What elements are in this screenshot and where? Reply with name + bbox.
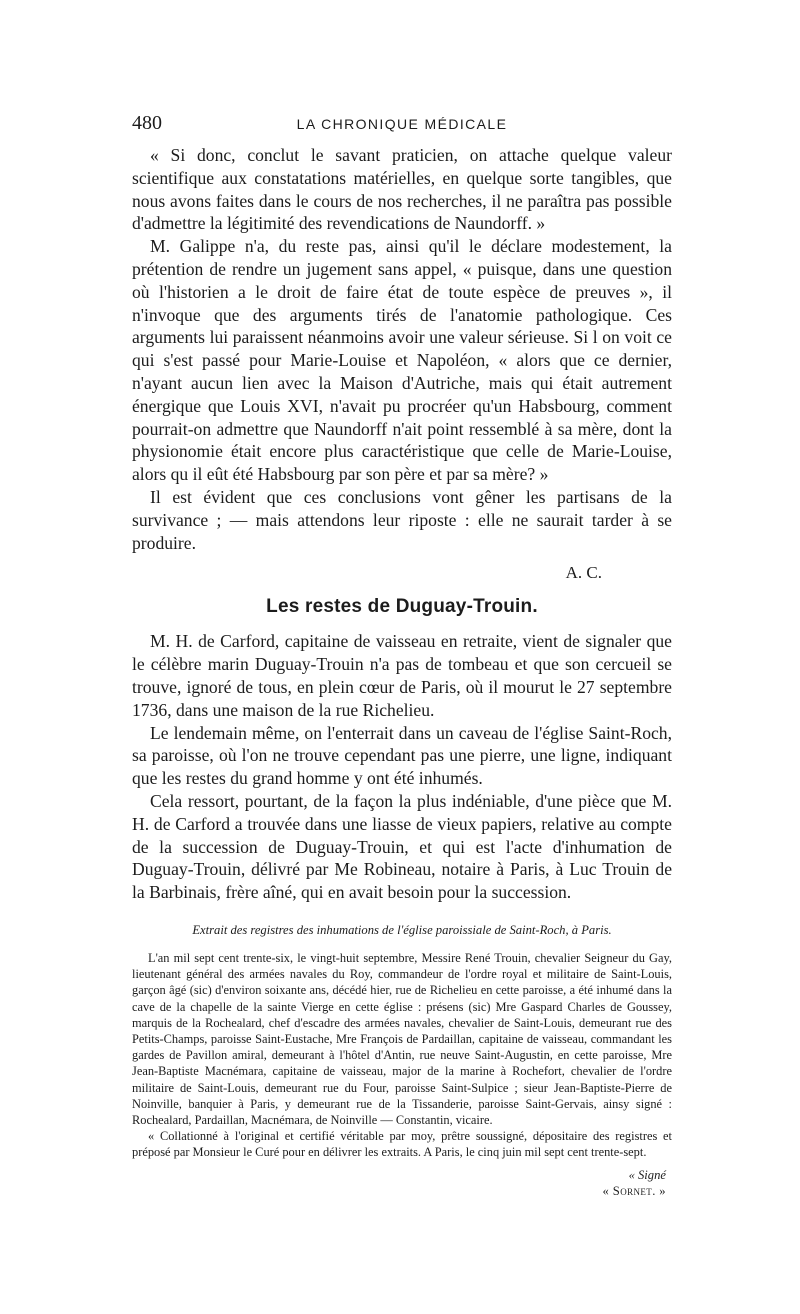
paragraph: M. Galippe n'a, du reste pas, ainsi qu'il le déclare modestement, la prétention de rendre un jugement sans appel, « puisque, dans une question où l'historien a le droit de faire état de toute espèce de preuves », il n'invoque que des arguments tirés de l'anatomie pathologique. Ces arguments lui paraissent néanmoins avoir une valeur sérieuse. Si l on voit ce qui s'est passé pour Marie-Louise et Napoléon, « alors que ce dernier, n'ayant aucun lien avec la Maison d'Autriche, mais qui était autrement énergique que Louis XVI, n'avait pu procréer qu'un Habsbourg, comment pourrait-on admettre que Naundorff n'ait point ressemblé à sa mère, dont la physionomie était encore plus caractéristique que celle de Marie-Louise, alors qu il eût été Habsbourg par son père et par sa mère? » [132, 236, 672, 485]
signature-block [132, 1167, 672, 1199]
page-number: 480 [132, 112, 162, 134]
article-naundorff [132, 144, 672, 584]
extract-caption: Extrait des registres des inhumations de l'église paroissiale de Saint-Roch, à Paris. [192, 922, 612, 937]
signature-name: « Sornet. » [602, 1183, 666, 1198]
burial-record-extract [132, 950, 672, 1161]
paragraph: Le lendemain même, on l'enterrait dans un caveau de l'église Saint-Roch, sa paroisse, où l'on ne trouve cependant pas une pierre, une ligne, indiquant que les restes du grand homme y ont été inhumés. [132, 722, 672, 789]
running-title: LA CHRONIQUE MÉDICALE [296, 116, 508, 132]
paragraph: Il est évident que ces conclusions vont gêner les partisans de la survivance ; — mais attendons leur riposte : elle ne saurait tarder à se produire. [132, 486, 672, 553]
article-title: Les restes de Duguay-Trouin. [266, 596, 538, 618]
extract-paragraph: L'an mil sept cent trente-six, le vingt-huit septembre, Messire René Trouin, chevalier Seigneur du Gay, lieutenant général des armées navales du Roy, commandeur de l'ordre royal et militaire de Saint-Louis, garçon âgé (sic) d'environ soixante ans, décédé hier, rue de Richelieu en cette paroisse, a été inhumé dans la cave de la chapelle de la sainte Vierge en cette église : présens (sic) Mre Gaspard Charles de Goussey, marquis de la Rochealard, chef d'escadre des armées navales, chevalier de Saint-Louis, demeurant rue des Petits-Champs, paroisse Saint-Eustache, Mre François de Pardaillan, capitaine de vaisseau, commandant les gardes de Pavillon amiral, demeurant à l'hôtel d'Antin, rue neuve Saint-Augustin, en cette paroisse, Mre Jean-Baptiste Macnémara, capitaine de vaisseau, major de la marine à Rochefort, chevalier de l'ordre militaire de Saint-Louis, demeurant rue du Four, paroisse Saint-Sulpice ; sieur Jean-Baptiste-Pierre de Noinville, banquier à Paris, y demeurant rue de la Tissanderie, paroisse Saint-Gervais, ainsy signé : Rochealard, Pardaillan, Macnémara, de Noinville — Constantin, vicaire. [132, 950, 672, 1127]
extract-paragraph: « Collationné à l'original et certifié véritable par moy, prêtre soussigné, dépositaire des registres et préposé par Monsieur le Curé pour en délivrer les extraits. A Paris, le cinq juin mil sept cent trente-sept. [132, 1129, 672, 1160]
article-duguay-trouin [132, 596, 672, 1198]
page-header [132, 112, 672, 138]
signature-mark: « Signé [628, 1167, 666, 1182]
paragraph: « Si donc, conclut le savant praticien, on attache quelque valeur scientifique aux constatations matérielles, en quelque sorte tangibles, que nous avons faites dans le cours de nos recherches, il ne paraîtra pas possible d'admettre la légitimité des revendications de Naundorff. » [132, 145, 672, 234]
paragraph: Cela ressort, pourtant, de la façon la plus indéniable, d'une pièce que M. H. de Carford a trouvée dans une liasse de vieux papiers, relative au compte de la succession de Duguay-Trouin, et qui est l'acte d'inhumation de Duguay-Trouin, délivré par Me Robineau, notaire à Paris, à Luc Trouin de la Barbinais, frère aîné, qui en avait besoin pour la succession. [132, 790, 672, 903]
page-body [132, 144, 672, 1199]
author-signoff: A. C. [565, 563, 602, 583]
paragraph: M. H. de Carford, capitaine de vaisseau en retraite, vient de signaler que le célèbre marin Duguay-Trouin n'a pas de tombeau et que son cercueil se trouve, ignoré de tous, en plein cœur de Paris, où il mourut le 27 septembre 1736, dans une maison de la rue Richelieu. [132, 631, 672, 720]
